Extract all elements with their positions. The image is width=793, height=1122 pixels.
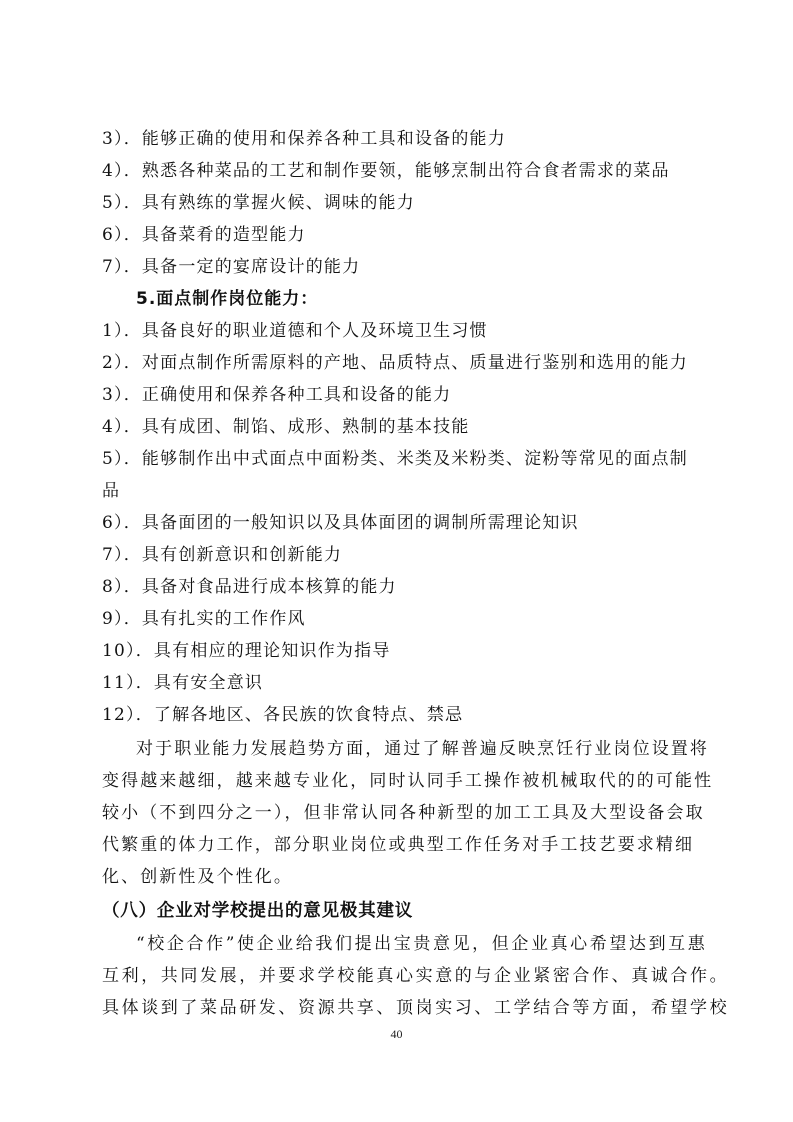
paragraph-line: 具体谈到了菜品研发、资源共享、顶岗实习、工学结合等方面，希望学校 bbox=[102, 998, 730, 1018]
list-item: 2）．对面点制作所需原料的产地、品质特点、质量进行鉴别和选用的能力 bbox=[102, 353, 688, 373]
paragraph-line: 对于职业能力发展趋势方面，通过了解普遍反映烹饪行业岗位设置将 bbox=[136, 739, 709, 759]
list-item: 6）．具备面团的一般知识以及具体面团的调制所需理论知识 bbox=[102, 513, 579, 533]
list-item: 7）．具备一定的宴席设计的能力 bbox=[102, 257, 361, 277]
list-item: 1）．具备良好的职业道德和个人及环境卫生习惯 bbox=[102, 321, 488, 341]
list-item: 7）．具有创新意识和创新能力 bbox=[102, 545, 343, 565]
paragraph-line: 变得越来越细，越来越专业化，同时认同手工操作被机械取代的的可能性 bbox=[102, 771, 714, 791]
list-item: 3）．正确使用和保养各种工具和设备的能力 bbox=[102, 385, 452, 405]
list-item: 8）．具备对食品进行成本核算的能力 bbox=[102, 577, 397, 597]
list-item: 6）．具备菜肴的造型能力 bbox=[102, 225, 306, 245]
paragraph-line: 较小（不到四分之一），但非常认同各种新型的加工工具及大型设备会取 bbox=[102, 803, 705, 823]
paragraph-line: 互利，共同发展，并要求学校能真心实意的与企业紧密合作、真诚合作。 bbox=[102, 966, 730, 986]
paragraph-line: 化、创新性及个性化。 bbox=[102, 867, 293, 887]
paragraph-line: “校企合作”使企业给我们提出宝贵意见，但企业真心希望达到互惠 bbox=[136, 934, 708, 954]
list-item: 4）．熟悉各种菜品的工艺和制作要领，能够烹制出符合食者需求的菜品 bbox=[102, 161, 670, 181]
section-heading-enterprise-suggestions: （八）企业对学校提出的意见极其建议 bbox=[102, 901, 414, 921]
list-item: 5）．能够制作出中式面点中面粉类、米类及米粉类、淀粉等常见的面点制 bbox=[102, 449, 688, 469]
list-item: 9）．具有扎实的工作作风 bbox=[102, 609, 306, 629]
list-item: 10）．具有相应的理论知识作为指导 bbox=[102, 641, 391, 661]
list-item-continuation: 品 bbox=[102, 481, 121, 501]
list-item: 3）．能够正确的使用和保养各种工具和设备的能力 bbox=[102, 129, 506, 149]
list-item: 11）．具有安全意识 bbox=[102, 673, 264, 693]
section-heading-pastry-skills: 5.面点制作岗位能力： bbox=[136, 289, 319, 309]
list-item: 4）．具有成团、制馅、成形、熟制的基本技能 bbox=[102, 417, 470, 437]
page-number: 40 bbox=[390, 1027, 403, 1041]
list-item: 12）．了解各地区、各民族的饮食特点、禁忌 bbox=[102, 705, 464, 725]
paragraph-line: 代繁重的体力工作，部分职业岗位或典型工作任务对手工技艺要求精细 bbox=[102, 835, 695, 855]
list-item: 5）．具有熟练的掌握火候、调味的能力 bbox=[102, 193, 415, 213]
